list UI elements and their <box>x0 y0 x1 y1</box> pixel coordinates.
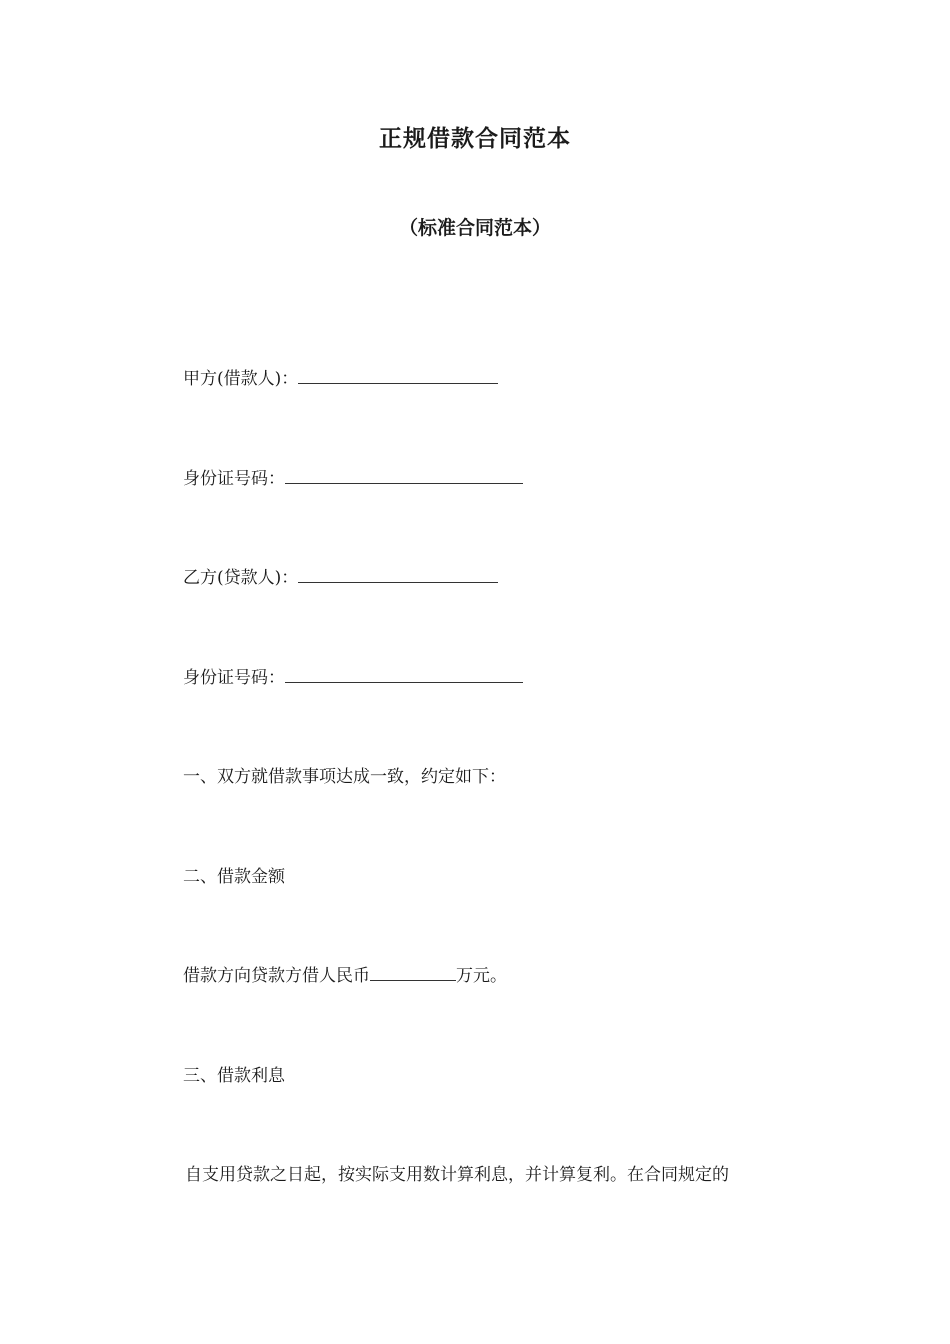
clause-1: 一、双方就借款事项达成一致，约定如下： <box>183 767 506 787</box>
party-a-line <box>183 367 498 391</box>
party-a-id-blank <box>285 467 523 484</box>
clause-3-heading: 三、借款利息 <box>183 1066 285 1086</box>
party-a-blank <box>298 367 498 384</box>
party-a-label: 甲方(借款人)： <box>183 369 299 389</box>
party-b-blank <box>298 566 498 583</box>
clause-3-text: 自支用贷款之日起，按实际支用数计算利息，并计算复利。在合同规定的 <box>185 1165 729 1185</box>
clause-2-text-before: 借款方向贷款方借人民币 <box>183 966 370 986</box>
loan-amount-blank <box>370 964 456 981</box>
party-b-id-blank <box>285 666 523 683</box>
party-b-id-line <box>183 666 523 690</box>
party-a-id-label: 身份证号码： <box>183 469 285 489</box>
clause-2-heading: 二、借款金额 <box>183 867 285 887</box>
clause-2-text <box>183 964 507 988</box>
party-a-id-line <box>183 467 523 491</box>
party-b-line <box>183 566 498 590</box>
party-b-label: 乙方(贷款人)： <box>183 568 299 588</box>
clause-2-text-after: 万元。 <box>456 966 507 986</box>
document-title: 正规借款合同范本 <box>379 126 571 152</box>
document-subtitle: （标准合同范本） <box>398 217 551 239</box>
party-b-id-label: 身份证号码： <box>183 668 285 688</box>
